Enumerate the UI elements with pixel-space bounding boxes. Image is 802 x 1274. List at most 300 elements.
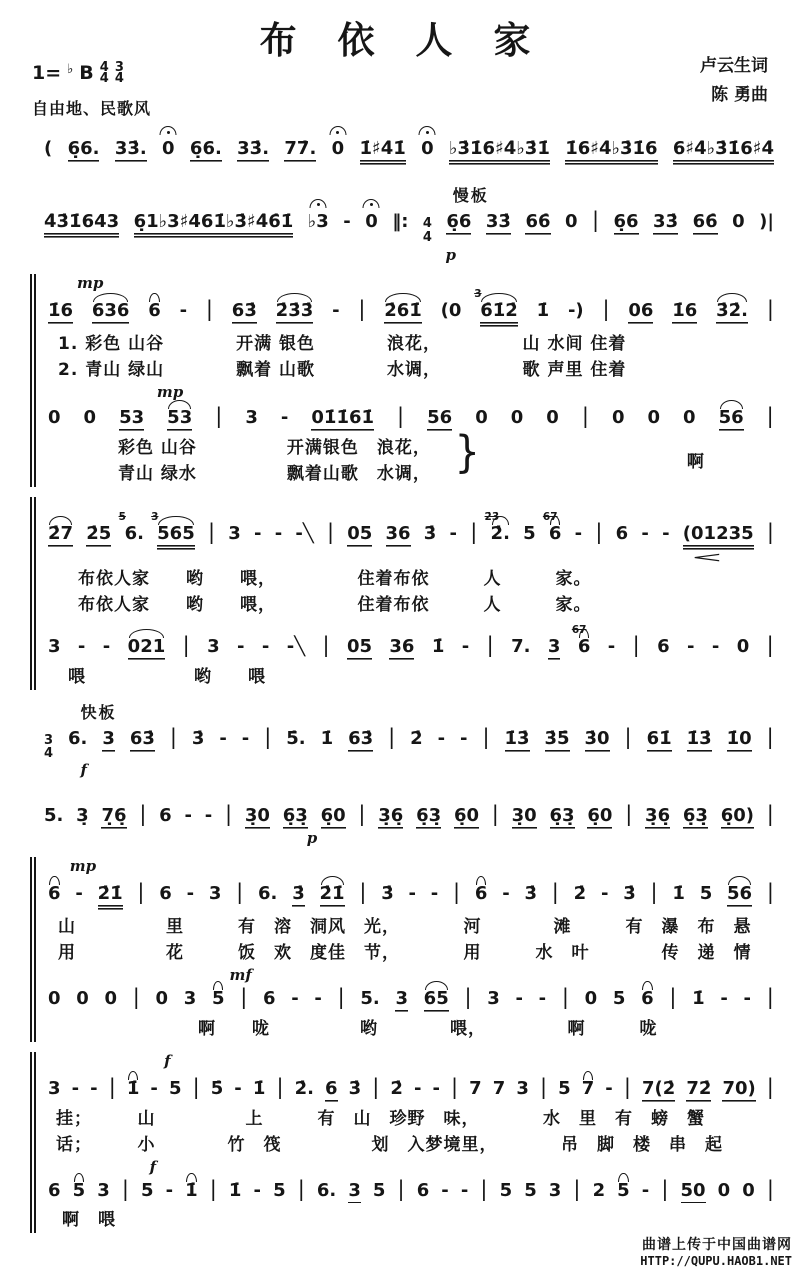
note-text: 0 (546, 407, 559, 429)
note-token (180, 302, 187, 321)
note-token (48, 635, 61, 657)
note-text: 5 (72, 1179, 86, 1201)
lyric-text: 彩色 山谷 开满银色 浪花， (118, 437, 431, 458)
note-text: - (184, 805, 192, 827)
note-token (207, 635, 220, 657)
intro-line-1 (44, 128, 774, 173)
note-token (311, 409, 374, 431)
lyric-text: 话； 小 竹 筏 划 入梦境里， 吊 脚 楼 串 起 (56, 1134, 723, 1155)
note-text: - (641, 522, 649, 544)
barline (482, 726, 489, 748)
note-text: 5 (617, 1179, 630, 1201)
barline (767, 1076, 774, 1098)
barline (582, 405, 589, 427)
note-text: | (192, 1074, 200, 1099)
note-token (502, 882, 510, 904)
note-text: 6̣3̣ (550, 807, 575, 829)
note-token (711, 635, 720, 657)
note-text: 5 (523, 522, 536, 544)
note-text: 5̇. (286, 727, 306, 749)
note-token (759, 210, 774, 232)
note-text: 3̇5̇ (545, 730, 570, 752)
note-text: | (132, 984, 140, 1009)
note-text: - (662, 522, 670, 544)
note-text: 05 (347, 525, 372, 547)
barline (464, 986, 471, 1008)
note-text: - (291, 987, 299, 1009)
note-text: - (254, 522, 262, 544)
barline (133, 986, 140, 1008)
note-text: 3 (228, 522, 241, 544)
note-token (613, 210, 639, 235)
note-token (421, 140, 434, 159)
note-text: - (437, 727, 446, 749)
verse3-lyrics-2 (48, 1132, 774, 1158)
note-text: 5 (699, 882, 713, 904)
note-text: 3 (48, 635, 61, 657)
note-text: | (581, 404, 589, 429)
note-text: 0 (76, 987, 89, 1009)
note-text: 6. (316, 1179, 337, 1201)
slur-arc (425, 981, 448, 990)
barline (225, 803, 232, 825)
grace-note: 5 (118, 510, 126, 523)
note-text: 3̣6̣ (378, 807, 403, 829)
note-text: 3̣6̣ (645, 807, 670, 829)
lyric-text: 2. 青山 绿山 飘着 山歌 水调， 歌 声里 住着 (58, 360, 627, 381)
note-text: 1̇6 (48, 302, 73, 324)
fast-line-2 (44, 789, 774, 847)
barline (470, 521, 477, 543)
note-text: | (359, 879, 367, 904)
note-text: - (204, 805, 213, 827)
note-token (687, 635, 695, 657)
note-text: 2̇. (490, 522, 510, 544)
note-text: 4̇3̇1̇643 (44, 213, 119, 238)
note-text: - (165, 1179, 174, 1201)
note-token (647, 409, 660, 428)
note-token (454, 807, 479, 829)
note-text: 1̇ (126, 1077, 140, 1099)
note-token (623, 882, 636, 904)
verse3-voice1 (48, 1052, 774, 1106)
note-token (460, 1179, 469, 1201)
intro-line-2 (44, 183, 774, 264)
barline (264, 726, 271, 748)
note-text: | (264, 724, 272, 749)
time-signature (44, 734, 53, 761)
note-token (232, 302, 257, 324)
note-token (732, 210, 745, 232)
note-text: 50 (681, 1182, 706, 1204)
barline (327, 521, 334, 543)
lyric-text: 啊 喂 (62, 1210, 116, 1231)
note-token (167, 409, 192, 431)
note-text: 56 (719, 409, 744, 431)
grace-note: 3 (151, 510, 159, 523)
barline (540, 1076, 547, 1098)
note-token (286, 727, 306, 749)
note-text: | (480, 1176, 488, 1201)
note-text: | (766, 297, 774, 322)
note-text: | (388, 724, 396, 749)
barline (388, 726, 395, 748)
note-text: | (372, 1074, 380, 1099)
note-text: 1̇0 (727, 730, 752, 752)
note-text: 3 (395, 990, 408, 1012)
note-text: 3̇ (191, 727, 205, 749)
note-text: 0 (155, 987, 169, 1009)
note-text: | (766, 632, 774, 657)
barline (338, 986, 345, 1008)
fast-line-1 (44, 700, 774, 779)
note-text: 5 (499, 1179, 513, 1201)
barline (358, 803, 365, 825)
lyric-text: 啊 咙 哟 喂， 啊 咙 (198, 1018, 658, 1039)
note-token (499, 1179, 513, 1201)
note-token (431, 635, 445, 657)
note-text: 1̇ (536, 300, 550, 322)
ts-denominator: 4 (44, 746, 54, 762)
verse3-voice2 (48, 1158, 774, 1208)
note-text: | (591, 207, 600, 232)
note-token (720, 987, 728, 1009)
note-token (283, 807, 308, 829)
note-text: 0 (647, 407, 661, 429)
note-token (71, 1077, 80, 1099)
note-token (286, 635, 306, 657)
note-token (48, 1179, 61, 1201)
barline (669, 986, 676, 1008)
note-text: - (234, 1077, 242, 1099)
verse1-voice1 (48, 274, 774, 331)
verse2-voice2 (48, 966, 774, 1016)
barline (236, 881, 243, 903)
note-text: 0 (83, 407, 97, 429)
note-token (48, 1077, 61, 1099)
note-token (427, 409, 452, 431)
note-token (673, 140, 774, 165)
note-token (48, 882, 61, 904)
fermata-icon (419, 126, 436, 135)
note-text: 3 (245, 407, 258, 429)
note-token (525, 210, 551, 235)
note-text: ( (44, 138, 53, 159)
note-text: | (766, 984, 774, 1009)
note-token (646, 727, 672, 752)
lyric-text: 山 里 有 溶 洞风 光， 河 滩 有 瀑 布 悬 (58, 916, 752, 937)
barline (562, 986, 569, 1008)
note-text: 6 (474, 882, 488, 904)
note-token (548, 1179, 562, 1201)
note-text: - (343, 210, 351, 232)
lyric-brace: } (454, 426, 481, 478)
note-token (101, 807, 126, 829)
note-text: | (650, 879, 658, 904)
note-text: - (430, 882, 439, 904)
barline (625, 726, 632, 748)
note-text: | (625, 802, 633, 827)
note-text: 6. (124, 522, 144, 544)
note-text: 6 (657, 635, 670, 657)
note-token (291, 987, 299, 1009)
score-footer (640, 1234, 792, 1268)
note-text: 6 (159, 882, 172, 904)
note-token (210, 1077, 224, 1099)
verse2-voice2-lyrics (48, 1016, 774, 1042)
note-text: | (337, 984, 345, 1009)
note-token (524, 1179, 537, 1201)
note-token (441, 302, 462, 321)
note-text: 6̣0 (321, 807, 346, 829)
note-token (75, 882, 83, 904)
note-text: 0 (421, 138, 434, 159)
note-token (307, 210, 329, 232)
note-text: | (766, 519, 774, 544)
dynamic-mark: p (306, 828, 318, 847)
note-text: 5 (211, 987, 225, 1009)
note-text: 2̇5 (86, 525, 111, 547)
note-text: - (332, 300, 340, 322)
note-text: 7(2̇ (642, 1080, 675, 1102)
note-text: 1̇ (228, 1179, 242, 1201)
note-text: 63̇ (348, 730, 373, 752)
note-text: 2̇ (410, 727, 423, 749)
lyric-text: 用 花 饭 欢 度佳 节， 用 水 叶 传 递 情 (58, 942, 752, 963)
note-text: (0 (440, 300, 462, 322)
note-text: 36 (389, 638, 414, 660)
note-token (48, 409, 61, 428)
note-text: | (623, 1074, 631, 1099)
note-token (547, 635, 561, 660)
slur-arc (213, 981, 224, 990)
grace-note: 67 (542, 510, 558, 523)
note-token (261, 635, 270, 657)
note-text: | (169, 724, 177, 749)
note-token (190, 140, 222, 162)
note-token (742, 1179, 755, 1201)
fermata-icon (329, 126, 346, 135)
note-text: 7 (469, 1077, 482, 1099)
note-token (484, 510, 510, 544)
note-token (390, 1077, 403, 1099)
note-text: 6̣1♭3♯461̇♭3̇♯4̇6̇1̇ (134, 213, 294, 238)
note-text: | (358, 297, 366, 322)
barline (767, 726, 774, 748)
note-token (159, 882, 172, 904)
note-token (641, 987, 654, 1009)
note-token (743, 987, 751, 1009)
note-token (381, 882, 394, 904)
note-token (537, 302, 550, 321)
barline (487, 634, 494, 656)
note-text: 6̣3̣ (683, 807, 708, 829)
note-token (384, 302, 422, 324)
note-token (680, 1179, 706, 1204)
note-text: 06 (628, 302, 653, 324)
note-token (662, 522, 670, 544)
note-text: 56 (727, 885, 752, 907)
note-text: 6 (548, 522, 562, 544)
note-text: 6 (577, 635, 591, 657)
note-token (294, 1077, 314, 1099)
note-token (262, 987, 276, 1009)
note-text: 1̇6♯4̇♭3̇1̇6 (565, 140, 657, 165)
refrain-lyrics-1 (48, 566, 774, 592)
music-line-block (30, 700, 774, 779)
barline (625, 803, 632, 825)
note-text: - (574, 522, 583, 544)
dynamic-mark: p (445, 246, 456, 265)
note-token (44, 210, 120, 238)
note-text: - (641, 1179, 650, 1201)
note-text: 2̇ (573, 882, 587, 904)
note-text: 6̣6 (614, 213, 639, 235)
verse1-lyrics-2 (48, 357, 774, 383)
barline (276, 1076, 283, 1098)
note-text: - (607, 635, 616, 657)
note-token (237, 635, 245, 657)
refrain-voice2-lyrics (48, 664, 774, 690)
note-token (410, 727, 423, 749)
note-text: 2̇1̇ (98, 885, 123, 910)
note-token (332, 140, 345, 159)
note-text: 0 (611, 407, 625, 429)
note-token (469, 1077, 482, 1099)
note-text: - (502, 882, 510, 904)
note-text: | (464, 984, 472, 1009)
note-token (72, 1179, 86, 1201)
note-token (699, 882, 713, 904)
note-token (441, 1179, 449, 1201)
note-text: 77̇. (284, 140, 316, 162)
slur-arc (158, 516, 194, 525)
note-text: 61̇ (647, 730, 672, 752)
note-text: 3 (48, 1077, 61, 1099)
note-text: 6̣0 (587, 807, 612, 829)
note-text: - (413, 1077, 422, 1099)
note-token (487, 987, 500, 1009)
barline (767, 986, 774, 1008)
note-token (118, 510, 144, 544)
note-text: - (280, 407, 289, 429)
note-text: 5 (273, 1179, 286, 1201)
note-token (612, 409, 625, 428)
note-token (68, 140, 100, 162)
note-token (686, 727, 712, 752)
note-text: 53 (167, 409, 192, 431)
note-token (319, 882, 345, 907)
note-token (284, 140, 316, 162)
note-token (186, 882, 195, 904)
note-text: 565 (157, 525, 195, 550)
note-text: 5. (360, 987, 380, 1009)
note-text: | (236, 879, 244, 904)
slur-arc (277, 293, 313, 302)
note-text: | (453, 879, 461, 904)
note-text: | (121, 1176, 129, 1201)
note-token (274, 522, 283, 544)
note-text: | (486, 632, 494, 657)
grace-note: 2̇3̇ (484, 510, 500, 523)
note-token (550, 807, 575, 829)
slur-arc (149, 293, 160, 302)
note-text: -╲ (295, 522, 314, 544)
note-token (372, 1179, 386, 1201)
note-text: 0 (331, 138, 345, 159)
note-token (449, 522, 458, 544)
slur-arc (321, 876, 344, 885)
note-text: - (150, 1077, 158, 1099)
note-text: )| (759, 210, 774, 232)
note-token (168, 1077, 182, 1099)
music-system (30, 497, 774, 690)
note-token (84, 409, 97, 428)
note-text: 3 (548, 1179, 562, 1201)
note-text: - (274, 522, 283, 544)
time-signature (423, 217, 432, 244)
score-header (30, 8, 774, 120)
note-text: 0 (742, 1179, 755, 1201)
barline (661, 1178, 668, 1200)
note-token (672, 302, 697, 324)
lyric-text: 布依人家 哟 喂， 住着布依 人 家。 (78, 594, 592, 615)
note-text: - (711, 635, 720, 657)
note-token (205, 807, 212, 826)
composer-credit: 陈 勇曲 (711, 85, 768, 105)
note-token (504, 727, 530, 752)
lyric-text: 喂 哟 喂 (68, 666, 266, 687)
note-text: 33̇ (653, 213, 678, 235)
note-text: 63̇ (130, 730, 155, 752)
note-text: -) (567, 300, 584, 322)
note-text: 1̇6 (672, 302, 697, 324)
grace-note: 3 (474, 288, 482, 301)
flat-icon: ♭ (67, 61, 74, 77)
note-text: 72̇ (686, 1080, 711, 1102)
ts-numerator: 4 (422, 215, 432, 231)
tempo-mark: 快板 (80, 702, 117, 722)
verse1-voice2-lyrics-2 (48, 461, 774, 487)
note-token (151, 510, 195, 550)
note-token (44, 140, 52, 159)
note-token (140, 1179, 154, 1201)
note-text: 021 (128, 638, 166, 660)
note-text: | (225, 802, 233, 827)
note-text: 6. (68, 727, 88, 749)
note-token (573, 882, 587, 904)
note-token (219, 727, 227, 749)
note-token (97, 1179, 110, 1201)
note-token (600, 882, 609, 904)
slur-arc (49, 876, 60, 885)
footer-site-url: HTTP://QUPU.HAOB1.NET (640, 1254, 792, 1268)
note-text: | (326, 519, 335, 544)
slur-arc (168, 400, 191, 409)
note-token (727, 882, 753, 907)
grace-note: 67 (571, 623, 587, 636)
ts-numerator: 3 (44, 732, 54, 748)
note-text: 0 (510, 407, 524, 429)
note-token (683, 409, 696, 428)
barline (552, 881, 559, 903)
note-token (408, 882, 416, 904)
note-token (148, 302, 161, 321)
note-token (183, 987, 197, 1009)
note-text: | (766, 802, 774, 827)
note-text: 6. (258, 882, 278, 904)
note-text: 3 (97, 1179, 110, 1201)
